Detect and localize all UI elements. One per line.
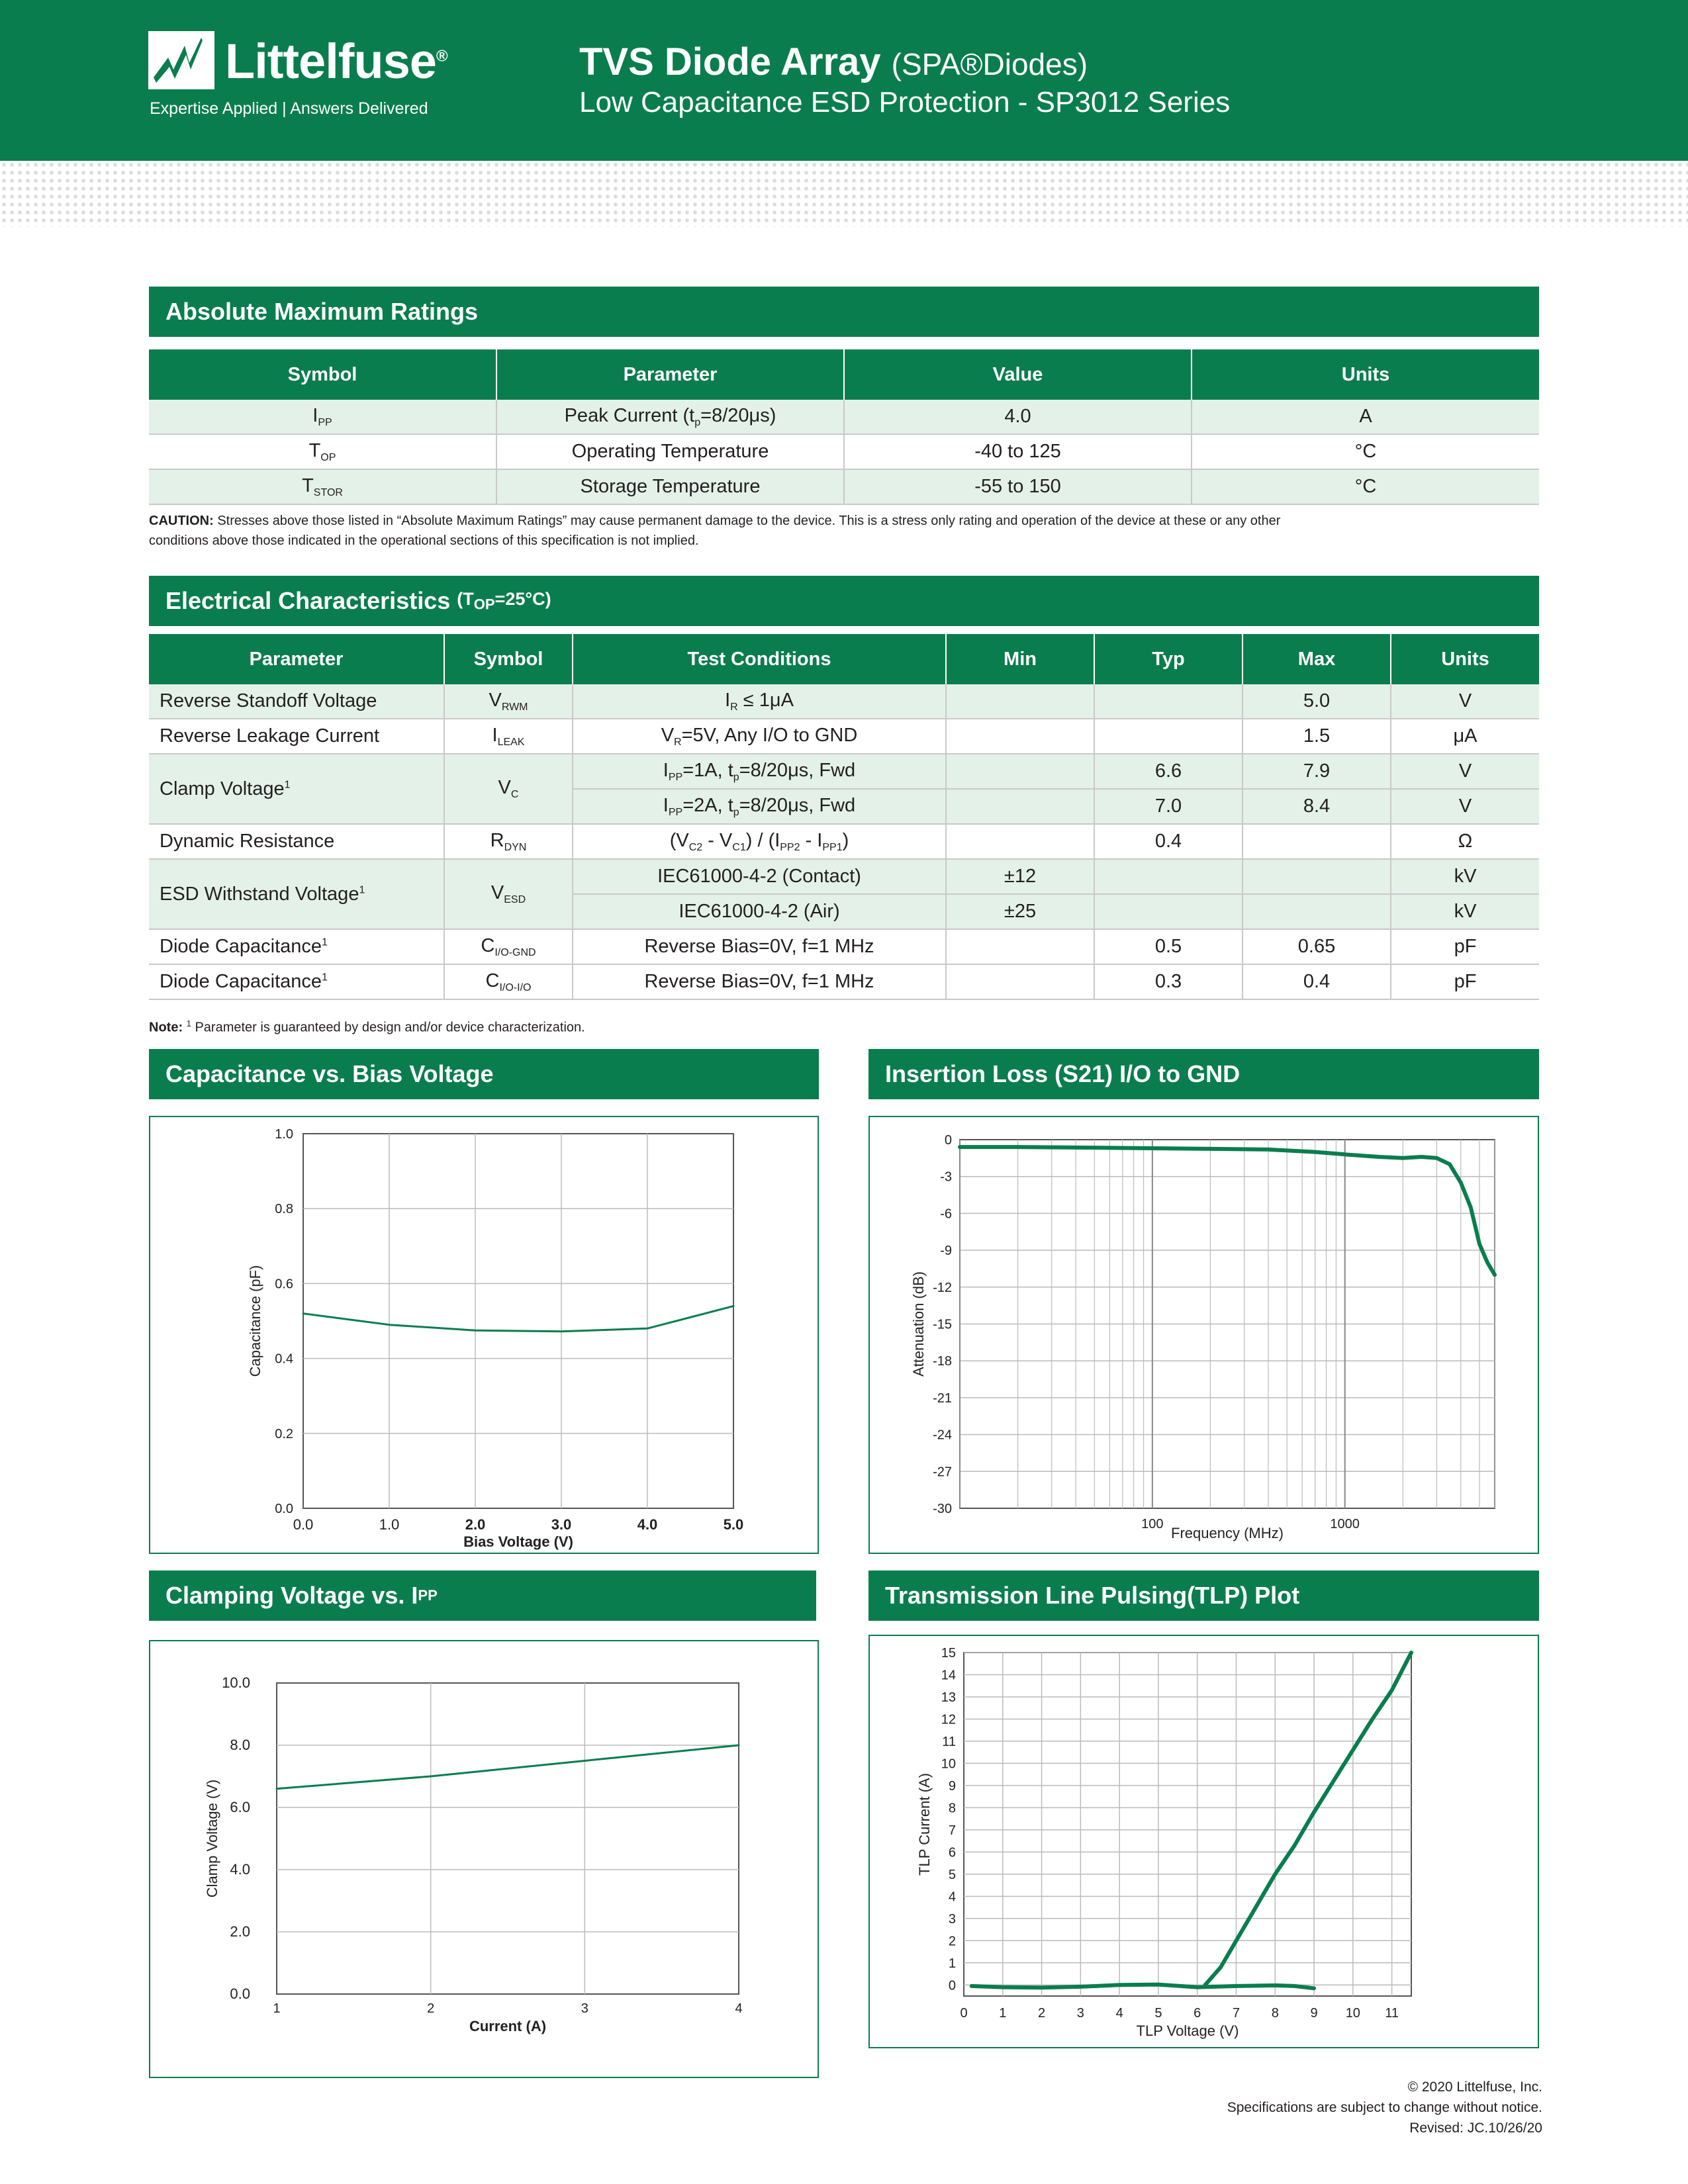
y-tick-label: 9 [948, 1778, 956, 1794]
revised-date: Revised: JC.10/26/20 [1409, 2120, 1542, 2136]
table-row: IEC61000-4-2 (Air) ±25 kV [149, 894, 1539, 929]
y-tick-label: 10 [941, 1756, 956, 1772]
tlp-chart-frame [868, 1635, 1539, 2048]
x-tick-label: 7 [1232, 2006, 1241, 2021]
page-header [0, 0, 1688, 161]
y-tick-label: 11 [942, 1734, 956, 1749]
x-tick-label: 5.0 [723, 1516, 744, 1533]
x-tick-label: 1 [999, 2006, 1007, 2021]
y-tick-label: -9 [940, 1244, 952, 1259]
y-axis-label: Clamp Voltage (V) [204, 1779, 220, 1898]
y-tick-label: -6 [940, 1206, 952, 1222]
x-tick-label: 100 [1141, 1517, 1164, 1531]
y-tick-label: 0.0 [275, 1502, 293, 1516]
y-tick-label: 8 [948, 1801, 956, 1816]
col-header: Units [1391, 634, 1539, 684]
x-tick-label: 1000 [1330, 1517, 1360, 1531]
x-axis-label: Current (A) [469, 2018, 547, 2034]
x-tick-label: 11 [1385, 2006, 1399, 2021]
y-tick-label: -15 [933, 1317, 952, 1332]
y-tick-label: -21 [933, 1390, 952, 1406]
col-header: Symbol [444, 634, 573, 684]
col-header: Units [1192, 349, 1539, 400]
caution-note: CAUTION: Stresses above those listed in “Absolute Maximum Ratings” may cause permanent damage to the device. This is a stress only rating and operation of the device at these or any other conditions above those indicated in the operational sections of this specification is not implied. [149, 514, 1281, 548]
x-tick-label: 2 [1038, 2006, 1046, 2021]
x-axis-label: TLP Voltage (V) [1136, 2023, 1239, 2039]
footer [1227, 2077, 1542, 2138]
x-tick-label: 0 [960, 2006, 968, 2021]
y-tick-label: 7 [948, 1823, 956, 1838]
y-tick-label: 0 [944, 1133, 952, 1148]
col-header: Min [946, 634, 1094, 684]
y-tick-label: 14 [941, 1668, 956, 1683]
table-row: Diode Capacitance$^1$ $C_{I/O-GND}$ Reverse Bias=0V, f=1 MHz 0.5 0.65 pF [149, 929, 1539, 964]
col-header: Test Conditions [573, 634, 946, 684]
table-row: Clamp Voltage$^1$ $V_C$ $I_{PP}=1A$, $t_p=8/20\mu s$, Fwd 6.6 7.9 V [149, 754, 1539, 789]
y-axis-label: Capacitance (pF) [247, 1265, 263, 1377]
y-tick-label: 6.0 [230, 1799, 250, 1815]
x-tick-label: 3 [581, 2001, 588, 2016]
electrical-heading: Electrical Characteristics $(T_{OP}=25^\circ C)$ [149, 576, 1539, 626]
x-axis-label: Frequency (MHz) [1171, 1525, 1284, 1541]
y-tick-label: 3 [948, 1911, 956, 1927]
y-tick-label: -12 [933, 1280, 952, 1295]
x-tick-label: 4.0 [637, 1516, 658, 1533]
table-row: Diode Capacitance$^1$ $C_{I/O-I/O}$ Reverse Bias=0V, f=1 MHz 0.3 0.4 pF [149, 964, 1539, 999]
tagline: Expertise Applied | Answers Delivered [150, 99, 428, 118]
table-row: $I_{PP}$ Peak Current $(t_p=8/20\mu s)$ 4.0 A [149, 400, 1539, 434]
y-tick-label: 10.0 [222, 1674, 250, 1691]
y-tick-label: 2 [948, 1934, 956, 1949]
x-tick-label: 2 [427, 2001, 435, 2016]
y-tick-label: 5 [948, 1867, 956, 1882]
table-row: $I_{PP}=2A$, $t_p=8/20\mu s$, Fwd 7.0 8.4 V [149, 789, 1539, 824]
y-tick-label: 2.0 [230, 1923, 250, 1940]
document-title: TVS Diode Array (SPA®Diodes) [579, 40, 1088, 83]
y-tick-label: -24 [933, 1428, 952, 1443]
y-tick-label: 13 [941, 1690, 956, 1705]
parameter-note: Note: $^1$ Parameter is guaranteed by design and/or device characterization. [149, 1019, 585, 1035]
x-tick-label: 4 [1115, 2006, 1123, 2021]
x-tick-label: 3.0 [551, 1516, 572, 1533]
y-tick-label: 15 [941, 1646, 956, 1661]
x-tick-label: 4 [735, 2001, 743, 2016]
y-tick-label: 0.6 [275, 1277, 293, 1292]
electrical-table [149, 634, 1539, 1000]
y-tick-label: 4.0 [230, 1861, 250, 1878]
y-tick-label: -27 [933, 1465, 952, 1480]
y-tick-label: 8.0 [230, 1737, 250, 1753]
clamp-chart-frame [149, 1640, 819, 2078]
y-tick-label: -3 [940, 1169, 952, 1185]
y-axis-label: TLP Current (A) [916, 1773, 933, 1876]
dotted-band [0, 161, 1688, 227]
clamp-chart-heading: Clamping Voltage vs. I PP [149, 1570, 816, 1621]
y-tick-label: 0.4 [275, 1351, 293, 1367]
x-tick-label: 8 [1271, 2006, 1279, 2021]
table-row: ESD Withstand Voltage$^1$ $V_{ESD}$ IEC61000-4-2 (Contact) ±12 kV [149, 859, 1539, 894]
x-tick-label: 3 [1076, 2006, 1084, 2021]
x-tick-label: 6 [1194, 2006, 1201, 2021]
x-tick-label: 1 [273, 2001, 281, 2016]
document-subtitle: Low Capacitance ESD Protection - SP3012 Series [579, 86, 1231, 118]
x-tick-label: 5 [1154, 2006, 1162, 2021]
y-axis-label: Attenuation (dB) [910, 1271, 927, 1377]
littelfuse-logo-icon [148, 31, 214, 89]
brand-name: Littelfuse® [225, 34, 447, 89]
y-tick-label: -30 [933, 1502, 952, 1516]
insertion-chart-heading: Insertion Loss (S21) I/O to GND [868, 1049, 1539, 1099]
y-tick-label: 0 [948, 1978, 956, 1993]
x-tick-label: 10 [1345, 2006, 1360, 2021]
col-header: Value [844, 349, 1192, 400]
tlp-chart-heading: Transmission Line Pulsing(TLP) Plot [868, 1570, 1539, 1621]
y-tick-label: 0.2 [275, 1426, 293, 1441]
x-axis-label: Bias Voltage (V) [463, 1533, 573, 1550]
x-tick-label: 2.0 [465, 1516, 486, 1533]
col-header: Parameter [496, 349, 844, 400]
x-tick-label: 9 [1310, 2006, 1318, 2021]
table-row: Dynamic Resistance $R_{DYN}$ $(V_{C2} - V_{C1}) / (I_{PP2} - I_{PP1})$ 0.4 Ω [149, 824, 1539, 859]
table-row: Reverse Leakage Current $I_{LEAK}$ $V_R=5V$, Any I/O to GND 1.5 μA [149, 719, 1539, 754]
table-row: Reverse Standoff Voltage $V_{RWM}$ $I_R \le 1\mu A$ 5.0 V [149, 684, 1539, 719]
x-tick-label: 1.0 [379, 1516, 400, 1533]
copyright: © 2020 Littelfuse, Inc. [1407, 2079, 1542, 2095]
y-tick-label: 0.8 [275, 1202, 293, 1217]
y-tick-label: 12 [941, 1712, 956, 1727]
y-tick-label: 0.0 [230, 1985, 250, 2002]
col-header: Symbol [149, 349, 496, 400]
col-header: Parameter [149, 634, 444, 684]
abs-max-heading: Absolute Maximum Ratings [149, 287, 1539, 337]
y-tick-label: -18 [933, 1354, 952, 1369]
x-tick-label: 0.0 [293, 1516, 314, 1533]
y-tick-label: 4 [948, 1889, 956, 1905]
cap-chart-heading: Capacitance vs. Bias Voltage [149, 1049, 819, 1099]
cap-chart-frame [149, 1116, 819, 1554]
y-tick-label: 6 [948, 1845, 956, 1860]
col-header: Max [1243, 634, 1391, 684]
notice: Specifications are subject to change without notice. [1227, 2100, 1542, 2115]
y-tick-label: 1 [948, 1956, 956, 1971]
table-row: $T_{OP}$ Operating Temperature -40 to 125 °C [149, 434, 1539, 469]
y-tick-label: 1.0 [275, 1127, 293, 1142]
table-row: $T_{STOR}$ Storage Temperature -55 to 150 °C [149, 469, 1539, 504]
col-header: Typ [1094, 634, 1243, 684]
abs-max-table [149, 349, 1539, 505]
insertion-chart-frame [868, 1116, 1539, 1554]
